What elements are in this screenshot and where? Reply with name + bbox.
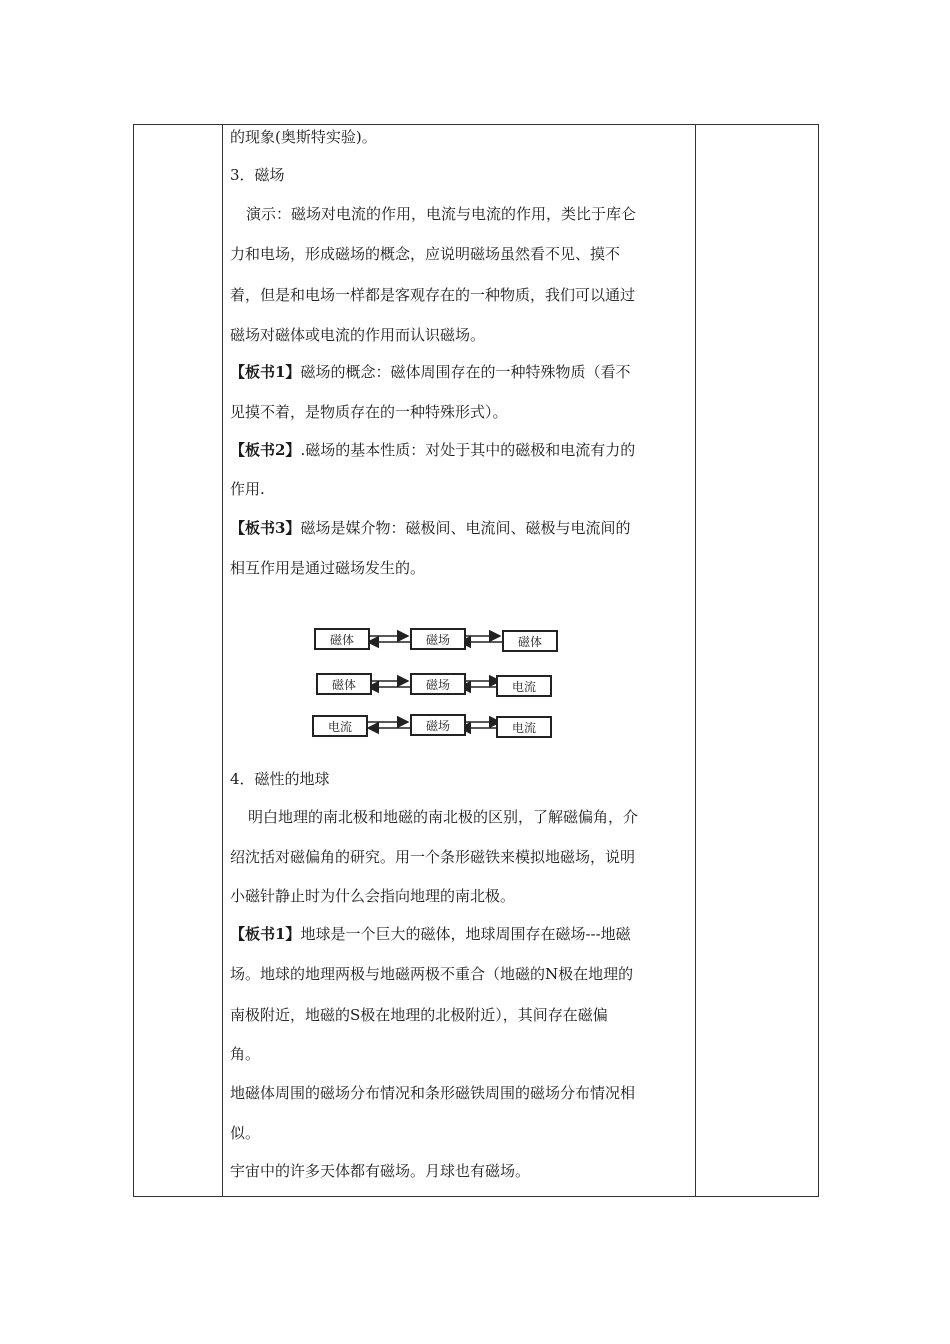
board-note-line — [230, 440, 635, 460]
text-line: 小磁针静止时为什么会指向地理的南北极。 — [230, 887, 516, 905]
board-note-line — [230, 362, 630, 382]
text-line: 的现象(奥斯特实验)。 — [230, 128, 377, 146]
text-line: 作用. — [230, 480, 265, 498]
text-line: 角。 — [230, 1045, 261, 1063]
diagram-box: 磁体 — [314, 628, 370, 650]
diagram-box: 磁场 — [410, 628, 466, 650]
magnetic-interaction-diagram — [306, 615, 550, 745]
column-divider-right — [695, 125, 696, 1196]
text-line: 明白地理的南北极和地磁的南北极的区别，了解磁偏角，介 — [248, 808, 639, 826]
diagram-box: 磁体 — [316, 673, 372, 695]
diagram-box: 电流 — [312, 715, 368, 737]
text-line: 似。 — [230, 1124, 261, 1142]
diagram-box: 磁体 — [502, 630, 558, 652]
text-line: 场。地球的地理两极与地磁两极不重合（地磁的N极在地理的 — [230, 965, 634, 983]
text-line: 南极附近，地磁的S极在地理的北极附近），其间存在磁偏 — [230, 1006, 608, 1024]
board-note-tag: 【板书1】 — [230, 925, 301, 943]
text-line: 力和电场，形成磁场的概念，应说明磁场虽然看不见、摸不 — [230, 245, 621, 263]
board-note-tag: 【板书1】 — [230, 363, 301, 381]
text-line: 地磁体周围的磁场分布情况和条形磁铁周围的磁场分布情况相 — [230, 1084, 636, 1102]
board-note-text: .磁场的基本性质：对处于其中的磁极和电流有力的 — [300, 441, 636, 459]
text-line: 宇宙中的许多天体都有磁场。月球也有磁场。 — [230, 1162, 531, 1180]
text-line: 相互作用是通过磁场发生的。 — [230, 559, 426, 577]
board-note-line — [230, 924, 631, 944]
board-note-text: 地球是一个巨大的磁体，地球周围存在磁场---地磁 — [300, 925, 631, 943]
diagram-box: 电流 — [496, 716, 552, 738]
text-line: 绍沈括对磁偏角的研究。用一个条形磁铁来模拟地磁场，说明 — [230, 848, 636, 866]
board-note-text: 磁场是媒介物：磁极间、电流间、磁极与电流间的 — [300, 519, 631, 537]
section-heading: 4．磁性的地球 — [230, 770, 330, 788]
diagram-box: 电流 — [496, 675, 552, 697]
diagram-box: 磁场 — [410, 673, 466, 695]
board-note-line — [230, 518, 630, 538]
text-line: 磁场对磁体或电流的作用而认识磁场。 — [230, 326, 486, 344]
diagram-box: 磁场 — [410, 714, 466, 736]
board-note-tag: 【板书2】 — [230, 441, 301, 459]
text-line: 着，但是和电场一样都是客观存在的一种物质，我们可以通过 — [230, 286, 636, 304]
column-divider-left — [222, 125, 223, 1196]
text-line: 演示：磁场对电流的作用，电流与电流的作用，类比于库仑 — [246, 205, 637, 223]
board-note-tag: 【板书3】 — [230, 519, 301, 537]
board-note-text: 磁场的概念：磁体周围存在的一种特殊物质（看不 — [300, 363, 631, 381]
text-line: 见摸不着，是物质存在的一种特殊形式）。 — [230, 403, 508, 421]
section-heading: 3．磁场 — [230, 166, 285, 184]
